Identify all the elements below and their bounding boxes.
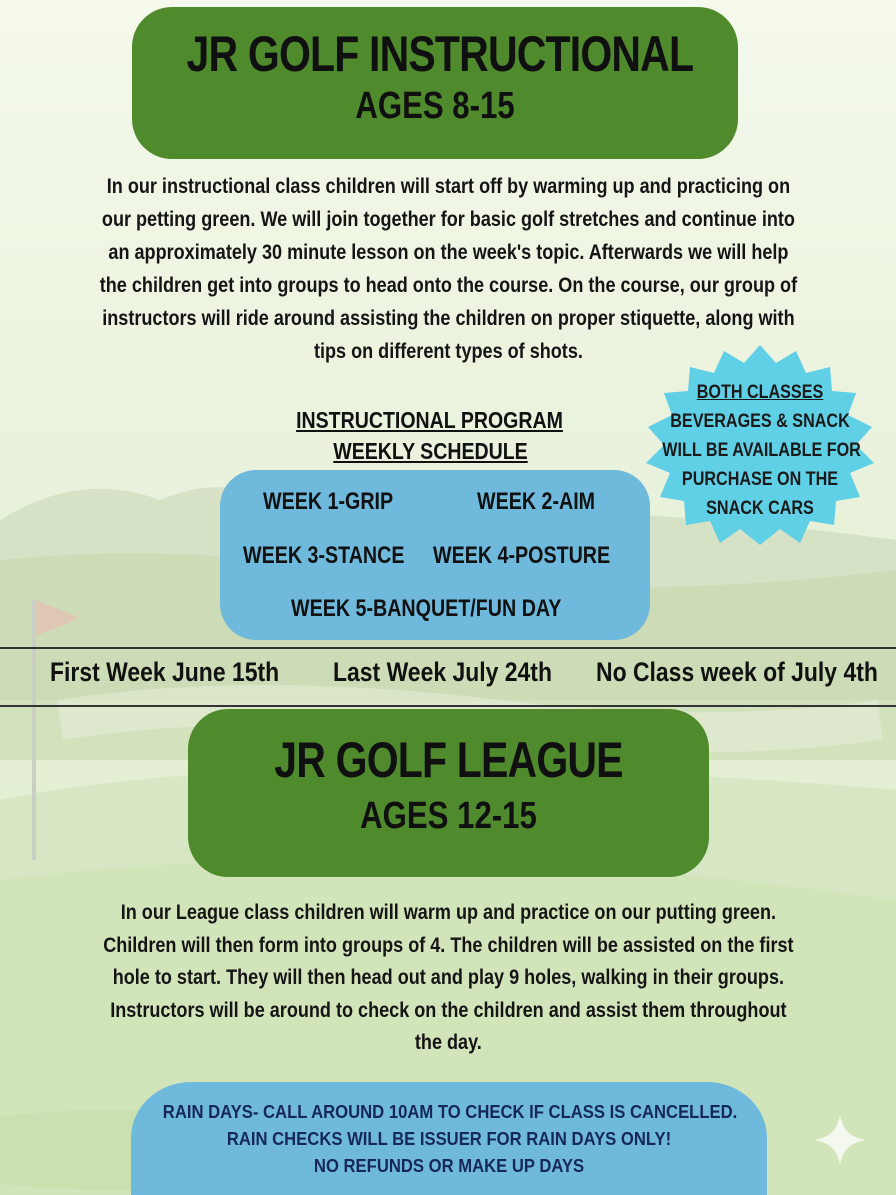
- first-week-date: First Week June 15th: [50, 657, 280, 687]
- last-week-date: Last Week July 24th: [333, 657, 552, 687]
- schedule-heading-line-1: INSTRUCTIONAL PROGRAM: [296, 407, 563, 433]
- description-line: Instructors will be around to check on the children and assist them throughout: [109, 998, 787, 1022]
- week-3: WEEK 3-STANCE: [243, 542, 405, 569]
- weekly-schedule-panel: [220, 470, 650, 640]
- week-1: WEEK 1-GRIP: [263, 488, 394, 515]
- snack-notice-line: SNACK CARS: [706, 498, 814, 519]
- description-line: In our instructional class children will start off by warming up and practicing on: [106, 175, 790, 198]
- sparkle-icon: [812, 1112, 868, 1168]
- dates-row: [0, 657, 896, 697]
- league-title: JR GOLF LEAGUE: [274, 732, 623, 788]
- rain-policy-panel: [131, 1082, 767, 1195]
- description-line: the children get into groups to head onto the course. On the course, our group of: [99, 274, 797, 297]
- description-line: the day.: [414, 1031, 482, 1054]
- league-ages: AGES 12-15: [360, 795, 537, 837]
- week-5: WEEK 5-BANQUET/FUN DAY: [291, 595, 562, 622]
- description-line: hole to start. They will then head out and play 9 holes, walking in their groups.: [112, 966, 784, 989]
- divider-top: [0, 647, 896, 649]
- snack-notice-line: WILL BE AVAILABLE FOR: [662, 440, 861, 461]
- description-line: instructors will ride around assisting the children on proper stiquette, along with: [101, 307, 795, 330]
- rain-policy-line: NO REFUNDS OR MAKE UP DAYS: [313, 1155, 585, 1176]
- snack-notice-heading: BOTH CLASSES: [696, 382, 824, 403]
- instructional-ages: AGES 8-15: [355, 85, 515, 127]
- week-2: WEEK 2-AIM: [477, 488, 596, 515]
- description-line: an approximately 30 minute lesson on the week's topic. Afterwards we will help: [107, 241, 789, 264]
- description-line: our petting green. We will join together for basic golf stretches and continue into: [101, 208, 795, 231]
- league-description: [20, 897, 876, 1060]
- instructional-title: JR GOLF INSTRUCTIONAL: [186, 26, 694, 82]
- instructional-title-box: [132, 7, 738, 159]
- snack-notice-line: PURCHASE ON THE: [681, 469, 839, 490]
- snack-notice-line: BEVERAGES & SNACK: [670, 411, 850, 432]
- league-title-box: [188, 709, 709, 877]
- instructional-description: [20, 170, 876, 368]
- description-line: tips on different types of shots.: [313, 340, 583, 363]
- schedule-heading-line-2: WEEKLY SCHEDULE: [333, 438, 528, 464]
- description-line: In our League class children will warm up and practice on our putting green.: [120, 901, 776, 924]
- rain-policy-line: RAIN CHECKS WILL BE ISSUER FOR RAIN DAYS ONLY!: [226, 1128, 672, 1149]
- snack-notice: [645, 378, 875, 523]
- schedule-heading: [272, 405, 587, 467]
- no-class-date: No Class week of July 4th: [596, 657, 878, 687]
- week-4: WEEK 4-POSTURE: [433, 542, 611, 569]
- rain-policy-line: RAIN DAYS- CALL AROUND 10AM TO CHECK IF CLASS IS CANCELLED.: [162, 1101, 738, 1122]
- divider-bottom: [0, 705, 896, 707]
- description-line: Children will then form into groups of 4. The children will be assisted on the first: [102, 933, 794, 957]
